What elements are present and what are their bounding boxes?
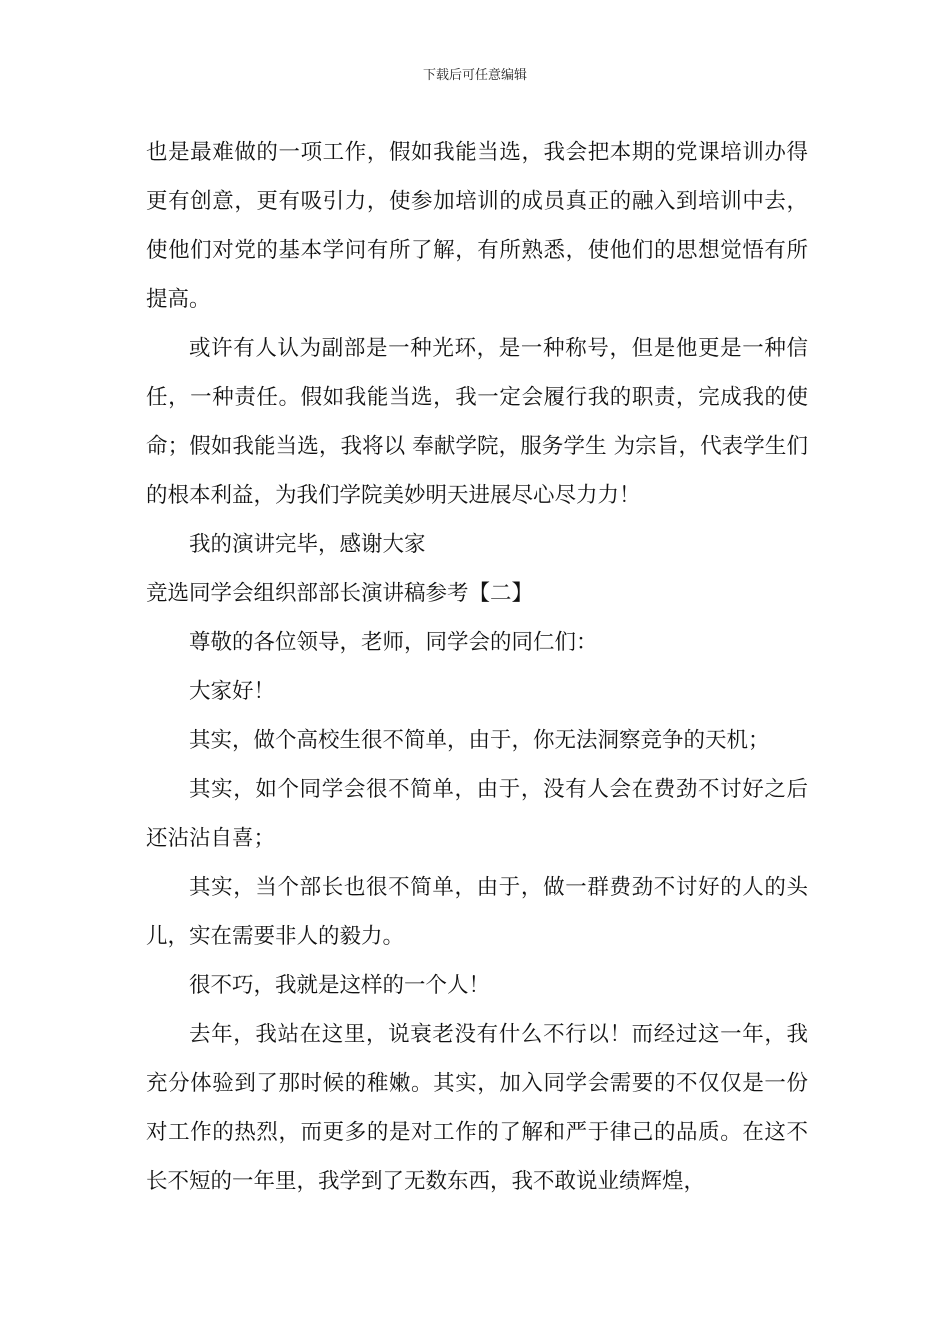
paragraph-10: 去年，我站在这里，说衰老没有什么不行以！而经过这一年，我充分体验到了那时候的稚嫩。其实，加入同学会需要的不仅仅是一份对工作的热烈，而更多的是对工作的了解和严于律己的品质。在这不长不短的一年里，我学到了无数东西，我不敢说业绩辉煌， <box>146 1022 808 1194</box>
section-title: 竞选同学会组织部部长演讲稿参考【二】 <box>146 581 534 606</box>
paragraph-2: 或许有人认为副部是一种光环，是一种称号，但是他更是一种信任，一种责任。假如我能当选，我一定会履行我的职责，完成我的使命；假如我能当选，我将以 奉献学院，服务学生 为宗旨，代表学生们的根本利益，为我们学院美妙明天进展尽心尽力力！ <box>146 336 808 508</box>
paragraph-9: 很不巧，我就是这样的一个人！ <box>189 973 491 998</box>
paragraph-7: 其实，如个同学会很不简单，由于，没有人会在费劲不讨好之后还沾沾自喜； <box>146 777 808 851</box>
paragraph-5: 大家好！ <box>189 679 276 704</box>
paragraph-3: 我的演讲完毕，感谢大家 <box>189 532 426 557</box>
page-header: 下载后可任意编辑 <box>422 68 527 83</box>
paragraph-6: 其实，做个高校生很不简单，由于，你无法洞察竞争的天机； <box>189 728 770 753</box>
paragraph-8: 其实，当个部长也很不简单，由于，做一群费劲不讨好的人的头儿，实在需要非人的毅力。 <box>146 875 808 949</box>
paragraph-1: 也是最难做的一项工作，假如我能当选，我会把本期的党课培训办得更有创意，更有吸引力，使参加培训的成员真正的融入到培训中去，使他们对党的基本学问有所了解，有所熟悉，使他们的思想觉悟有所提高。 <box>146 140 808 312</box>
paragraph-4: 尊敬的各位领导，老师，同学会的同仁们： <box>189 630 598 655</box>
document-body <box>146 128 808 1206</box>
